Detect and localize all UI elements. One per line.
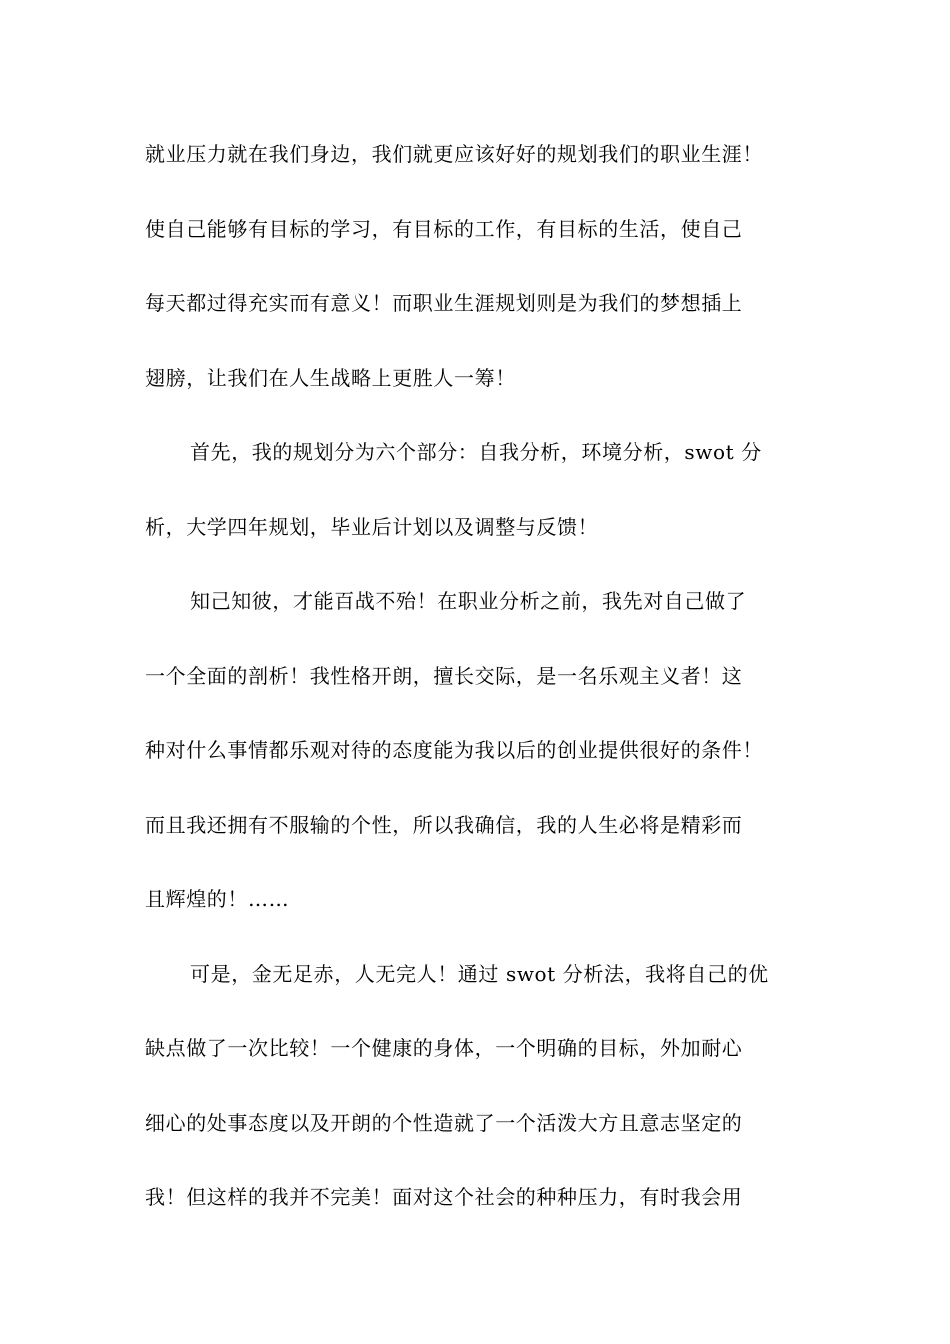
paragraph-first-line: 知己知彼，才能百战不殆！在职业分析之前，我先对自己做了 (190, 589, 747, 613)
paragraph-first-line: 可是，金无足赤，人无完人！通过 swot 分析法，我将自己的优 (190, 961, 769, 986)
text-line: 就业压力就在我们身边，我们就更应该好好的规划我们的职业生涯！ (145, 142, 763, 166)
text-line: 使自己能够有目标的学习，有目标的工作，有目标的生活，使自己 (145, 216, 743, 241)
text-line: 细心的处事态度以及开朗的个性造就了一个活泼大方且意志坚定的 (145, 1110, 743, 1135)
text-line: 一个全面的剖析！我性格开朗，擅长交际，是一名乐观主义者！这 (145, 663, 743, 688)
text-line: 析，大学四年规划，毕业后计划以及调整与反馈！ (145, 514, 599, 539)
text-line: 我！但这样的我并不完美！面对这个社会的种种压力，有时我会用 (145, 1185, 743, 1209)
document-body (145, 131, 825, 1249)
text-line: 且辉煌的！…… (145, 887, 290, 911)
text-line: 翅膀，让我们在人生战略上更胜人一筹！ (145, 365, 516, 390)
paragraph-first-line: 首先，我的规划分为六个部分：自我分析，环境分析，swot 分 (190, 440, 762, 464)
text-line: 每天都过得充实而有意义！而职业生涯规划则是为我们的梦想插上 (145, 291, 743, 315)
text-line: 种对什么事情都乐观对待的态度能为我以后的创业提供很好的条件！ (145, 738, 763, 762)
text-line: 缺点做了一次比较！一个健康的身体，一个明确的目标，外加耐心 (145, 1036, 743, 1060)
text-line: 而且我还拥有不服输的个性，所以我确信，我的人生必将是精彩而 (145, 812, 743, 837)
